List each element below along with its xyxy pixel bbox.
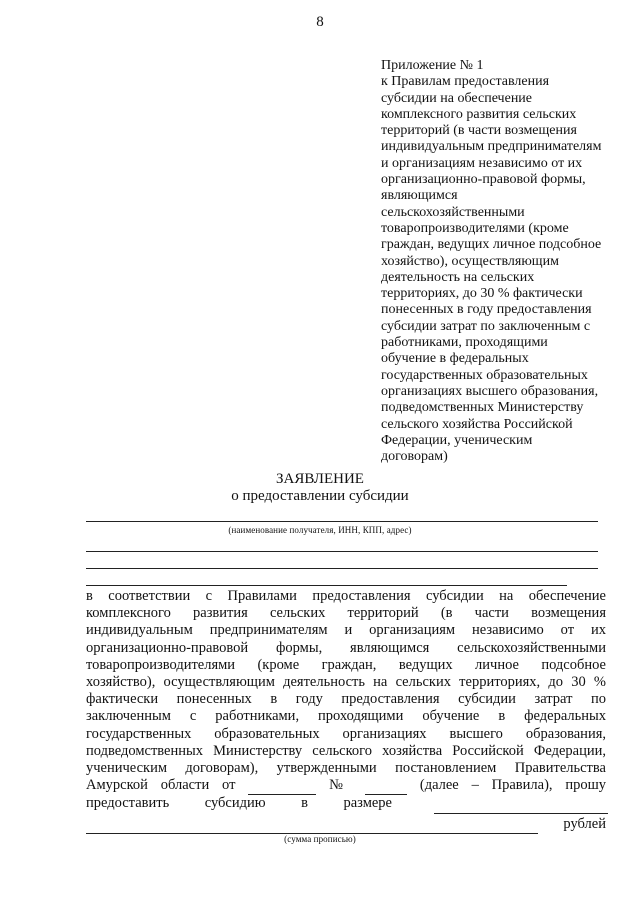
appendix-line: граждан, ведущих личное подсобное <box>381 237 602 253</box>
appendix-line: договорам) <box>381 449 448 465</box>
recipient-address-line-1[interactable] <box>86 551 598 552</box>
recipient-address-line-3[interactable] <box>86 585 567 586</box>
appendix-line: работниками, проходящими <box>381 335 548 351</box>
page-number: 8 <box>316 14 324 30</box>
appendix-line: хозяйство), осуществляющим <box>381 253 559 269</box>
body-line: товаропроизводителями (кроме граждан, ведущих личное подсобное <box>86 656 606 673</box>
appendix-line: территориях, до 30 % фактически <box>381 286 583 302</box>
appendix-line: товаропроизводителями (кроме <box>381 220 569 236</box>
body-line: организационно-правовой формы, являющимся сельскохозяйственными <box>86 639 606 656</box>
decree-number-field[interactable] <box>365 777 407 795</box>
appendix-line: и организациям независимо от их <box>381 155 583 171</box>
body-line-amur <box>86 777 606 795</box>
appendix-line: Федерации, ученическим <box>381 432 533 448</box>
amur-end-text: (далее – Правила), прошу <box>419 777 607 794</box>
body-line: подведомственных Министерству сельского хозяйства Российской Федерации, <box>86 742 606 759</box>
appendix-line: организационно-правовой формы, <box>381 172 586 188</box>
appendix-line: организациях высшего образования, <box>381 383 599 399</box>
appendix-line: обучение в федеральных <box>381 351 529 367</box>
body-line: комплексного развития сельских территорий (в части возмещения <box>86 605 606 622</box>
decree-date-field[interactable] <box>248 777 316 795</box>
appendix-line: индивидуальным предпринимателям <box>381 139 602 155</box>
appendix-line: к Правилам предоставления <box>381 74 550 90</box>
appendix-line: подведомственных Министерству <box>381 400 584 416</box>
body-line: государственных образовательных организациях высшего образования, <box>86 725 606 742</box>
amount-field[interactable] <box>434 795 608 813</box>
appendix-title: Приложение № 1 <box>381 58 484 73</box>
appendix-line: комплексного развития сельских <box>381 106 577 122</box>
recipient-address-line-2[interactable] <box>86 568 598 569</box>
currency-label: рублей <box>563 816 606 832</box>
recipient-name-line[interactable] <box>86 521 598 522</box>
appendix-line: сельского хозяйства Российской <box>381 416 573 432</box>
appendix-line: субсидии на обеспечение <box>381 90 533 106</box>
appendix-line: сельскохозяйственными <box>381 204 525 220</box>
document-subtitle: о предоставлении субсидии <box>231 488 409 504</box>
body-line: в соответствии с Правилами предоставления субсидии на обеспечение <box>86 588 606 604</box>
amount-caption: (сумма прописью) <box>284 834 356 844</box>
amount-words-field[interactable] <box>86 816 538 834</box>
amur-start-text: Амурской области от <box>86 777 236 794</box>
provide-text: предоставить субсидию в размере <box>86 795 392 812</box>
body-line: ученическим договорам), утвержденными постановлением Правительства <box>86 760 606 777</box>
body-line: индивидуальным предпринимателям и организациям независимо от их <box>86 622 606 639</box>
application-body <box>86 588 606 814</box>
document-title: ЗАЯВЛЕНИЕ <box>276 471 364 487</box>
body-line-provide <box>86 795 606 813</box>
appendix-line: государственных образовательных <box>381 367 588 383</box>
number-sign: № <box>329 777 353 794</box>
appendix-line: понесенных в году предоставления <box>381 302 592 318</box>
appendix-block <box>381 58 616 465</box>
appendix-line: являющимся <box>381 188 458 204</box>
appendix-line: территорий (в части возмещения <box>381 123 577 139</box>
body-line: фактически понесенных в году предоставления субсидии затрат по <box>86 691 606 708</box>
appendix-line: деятельность на сельских <box>381 269 535 285</box>
body-line: заключенным с работниками, проходящими обучение в федеральных <box>86 708 606 725</box>
appendix-line: субсидии затрат по заключенным с <box>381 318 591 334</box>
body-line: хозяйство), осуществляющим деятельность на сельских территориях, до 30 % <box>86 674 606 691</box>
recipient-caption: (наименование получателя, ИНН, КПП, адрес) <box>228 525 412 535</box>
